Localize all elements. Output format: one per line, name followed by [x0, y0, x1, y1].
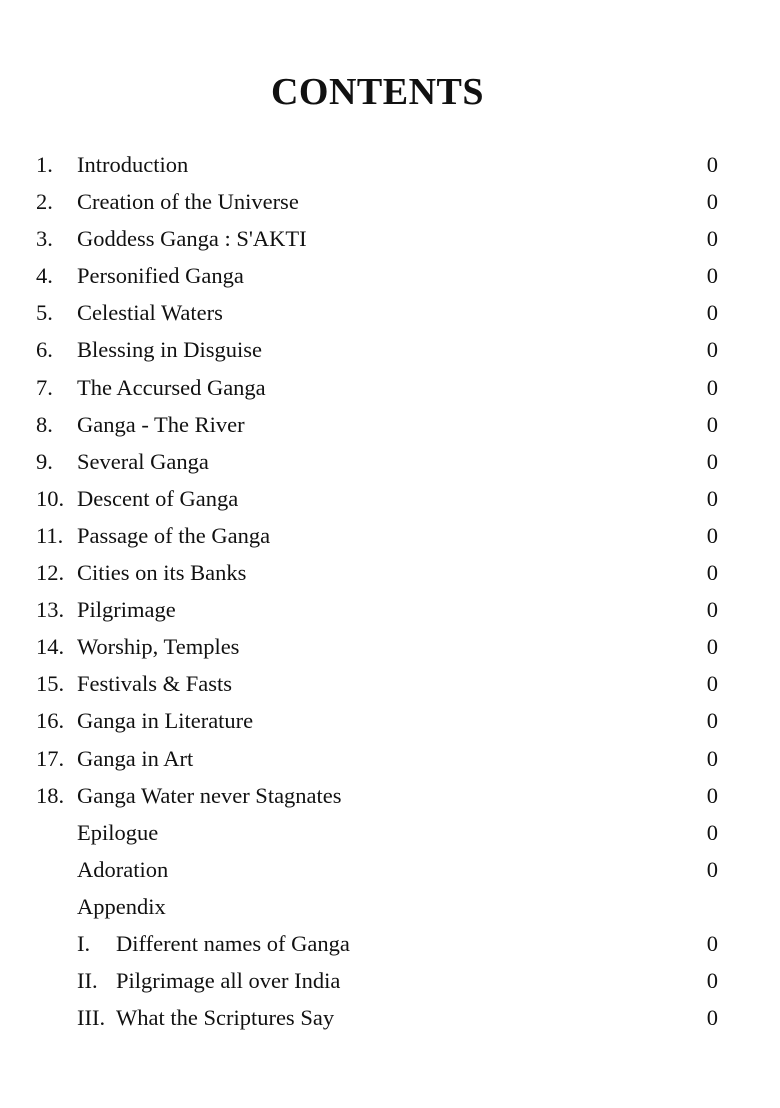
entry-number: 8. [36, 411, 53, 437]
entry-number: 5. [36, 300, 53, 326]
entry-title: Creation of the Universe [77, 189, 299, 215]
entry-title: Ganga in Literature [77, 708, 254, 734]
entry-title: Festivals & Fasts [77, 671, 233, 697]
entry-title: Introduction [77, 152, 189, 177]
entry-title: Pilgrimage [77, 597, 176, 623]
page-title: CONTENTS [270, 71, 485, 113]
entry-title: Blessing in Disguise [77, 337, 263, 363]
entry-title: Goddess Ganga : S'AKTI [77, 226, 307, 252]
entry-title: Worship, Temples [77, 634, 240, 660]
toc-entry [36, 814, 726, 851]
entry-number: 16. [36, 708, 65, 734]
toc-entry [36, 331, 726, 368]
toc-entry [36, 777, 726, 814]
toc-entry [36, 554, 726, 591]
entry-title: Ganga - The River [77, 411, 245, 437]
entry-title: The Accursed Ganga [77, 374, 266, 400]
entry-page: 0 [706, 300, 718, 326]
entry-page: 0 [706, 485, 718, 511]
entry-page: 0 [706, 522, 718, 548]
entry-page: 0 [706, 411, 718, 437]
entry-title: Passage of the Ganga [77, 522, 271, 548]
entry-number: 18. [36, 782, 65, 808]
entry-number: 13. [36, 597, 65, 623]
entry-number: 3. [36, 226, 53, 252]
entry-page: 0 [706, 968, 718, 994]
toc-entry [36, 220, 726, 257]
entry-page: 0 [706, 782, 718, 808]
toc-entry [36, 146, 726, 183]
entry-number: 15. [36, 671, 65, 697]
entry-page: 0 [706, 226, 718, 252]
entry-page: 0 [706, 930, 718, 956]
toc-appendix-entry [36, 962, 726, 999]
entry-page: 0 [706, 745, 718, 771]
toc-entry [36, 294, 726, 331]
toc-entry [36, 665, 726, 702]
entry-number: 11. [36, 522, 64, 548]
entry-page: 0 [706, 597, 718, 623]
entry-title: Different names of Ganga [116, 930, 350, 956]
toc-entry [36, 517, 726, 554]
entry-page: 0 [706, 337, 718, 363]
entry-page: 0 [706, 1005, 718, 1031]
entry-number: III. [77, 1005, 106, 1031]
entry-title: Cities on its Banks [77, 560, 247, 586]
entry-number: 17. [36, 745, 65, 771]
entry-title: Several Ganga [77, 448, 209, 474]
entry-number: 10. [36, 485, 65, 511]
entry-page: 0 [706, 374, 718, 400]
table-of-contents [36, 146, 726, 1036]
entry-number: 2. [36, 189, 53, 215]
toc-entry [36, 406, 726, 443]
entry-title: Ganga Water never Stagnates [77, 782, 342, 808]
toc-appendix-entry [36, 999, 726, 1036]
entry-title: Celestial Waters [77, 300, 223, 326]
toc-entry [36, 702, 726, 739]
toc-entry [36, 591, 726, 628]
entry-number: 1. [36, 152, 53, 177]
toc-entry [36, 740, 726, 777]
toc-entry [36, 183, 726, 220]
entry-page: 0 [706, 819, 718, 845]
entry-page: 0 [706, 189, 718, 215]
entry-number: 9. [36, 448, 53, 474]
entry-number: 12. [36, 560, 65, 586]
toc-entry [36, 851, 726, 888]
entry-number: I. [77, 930, 91, 956]
toc-appendix-entry [36, 925, 726, 962]
toc-entry [36, 888, 726, 925]
entry-title: Descent of Ganga [77, 485, 239, 511]
entry-page: 0 [706, 671, 718, 697]
entry-page: 0 [706, 634, 718, 660]
entry-title: Ganga in Art [77, 745, 194, 771]
entry-number: 14. [36, 634, 65, 660]
entry-page: 0 [706, 856, 718, 882]
toc-entry [36, 443, 726, 480]
entry-page: 0 [706, 560, 718, 586]
entry-page: 0 [706, 448, 718, 474]
entry-title: Appendix [77, 893, 166, 919]
entry-number: 6. [36, 337, 53, 363]
toc-entry [36, 480, 726, 517]
toc-entry [36, 628, 726, 665]
toc-entry [36, 257, 726, 294]
toc-entry [36, 369, 726, 406]
entry-number: II. [77, 968, 98, 994]
entry-title: Epilogue [77, 819, 159, 845]
entry-number: 4. [36, 263, 53, 289]
entry-page: 0 [706, 708, 718, 734]
entry-title: Adoration [77, 856, 169, 882]
entry-page: 0 [706, 263, 718, 289]
entry-number: 7. [36, 374, 53, 400]
entry-title: Pilgrimage all over India [116, 968, 341, 994]
entry-title: What the Scriptures Say [116, 1005, 335, 1031]
entry-page: 0 [706, 152, 718, 177]
entry-title: Personified Ganga [77, 263, 244, 289]
